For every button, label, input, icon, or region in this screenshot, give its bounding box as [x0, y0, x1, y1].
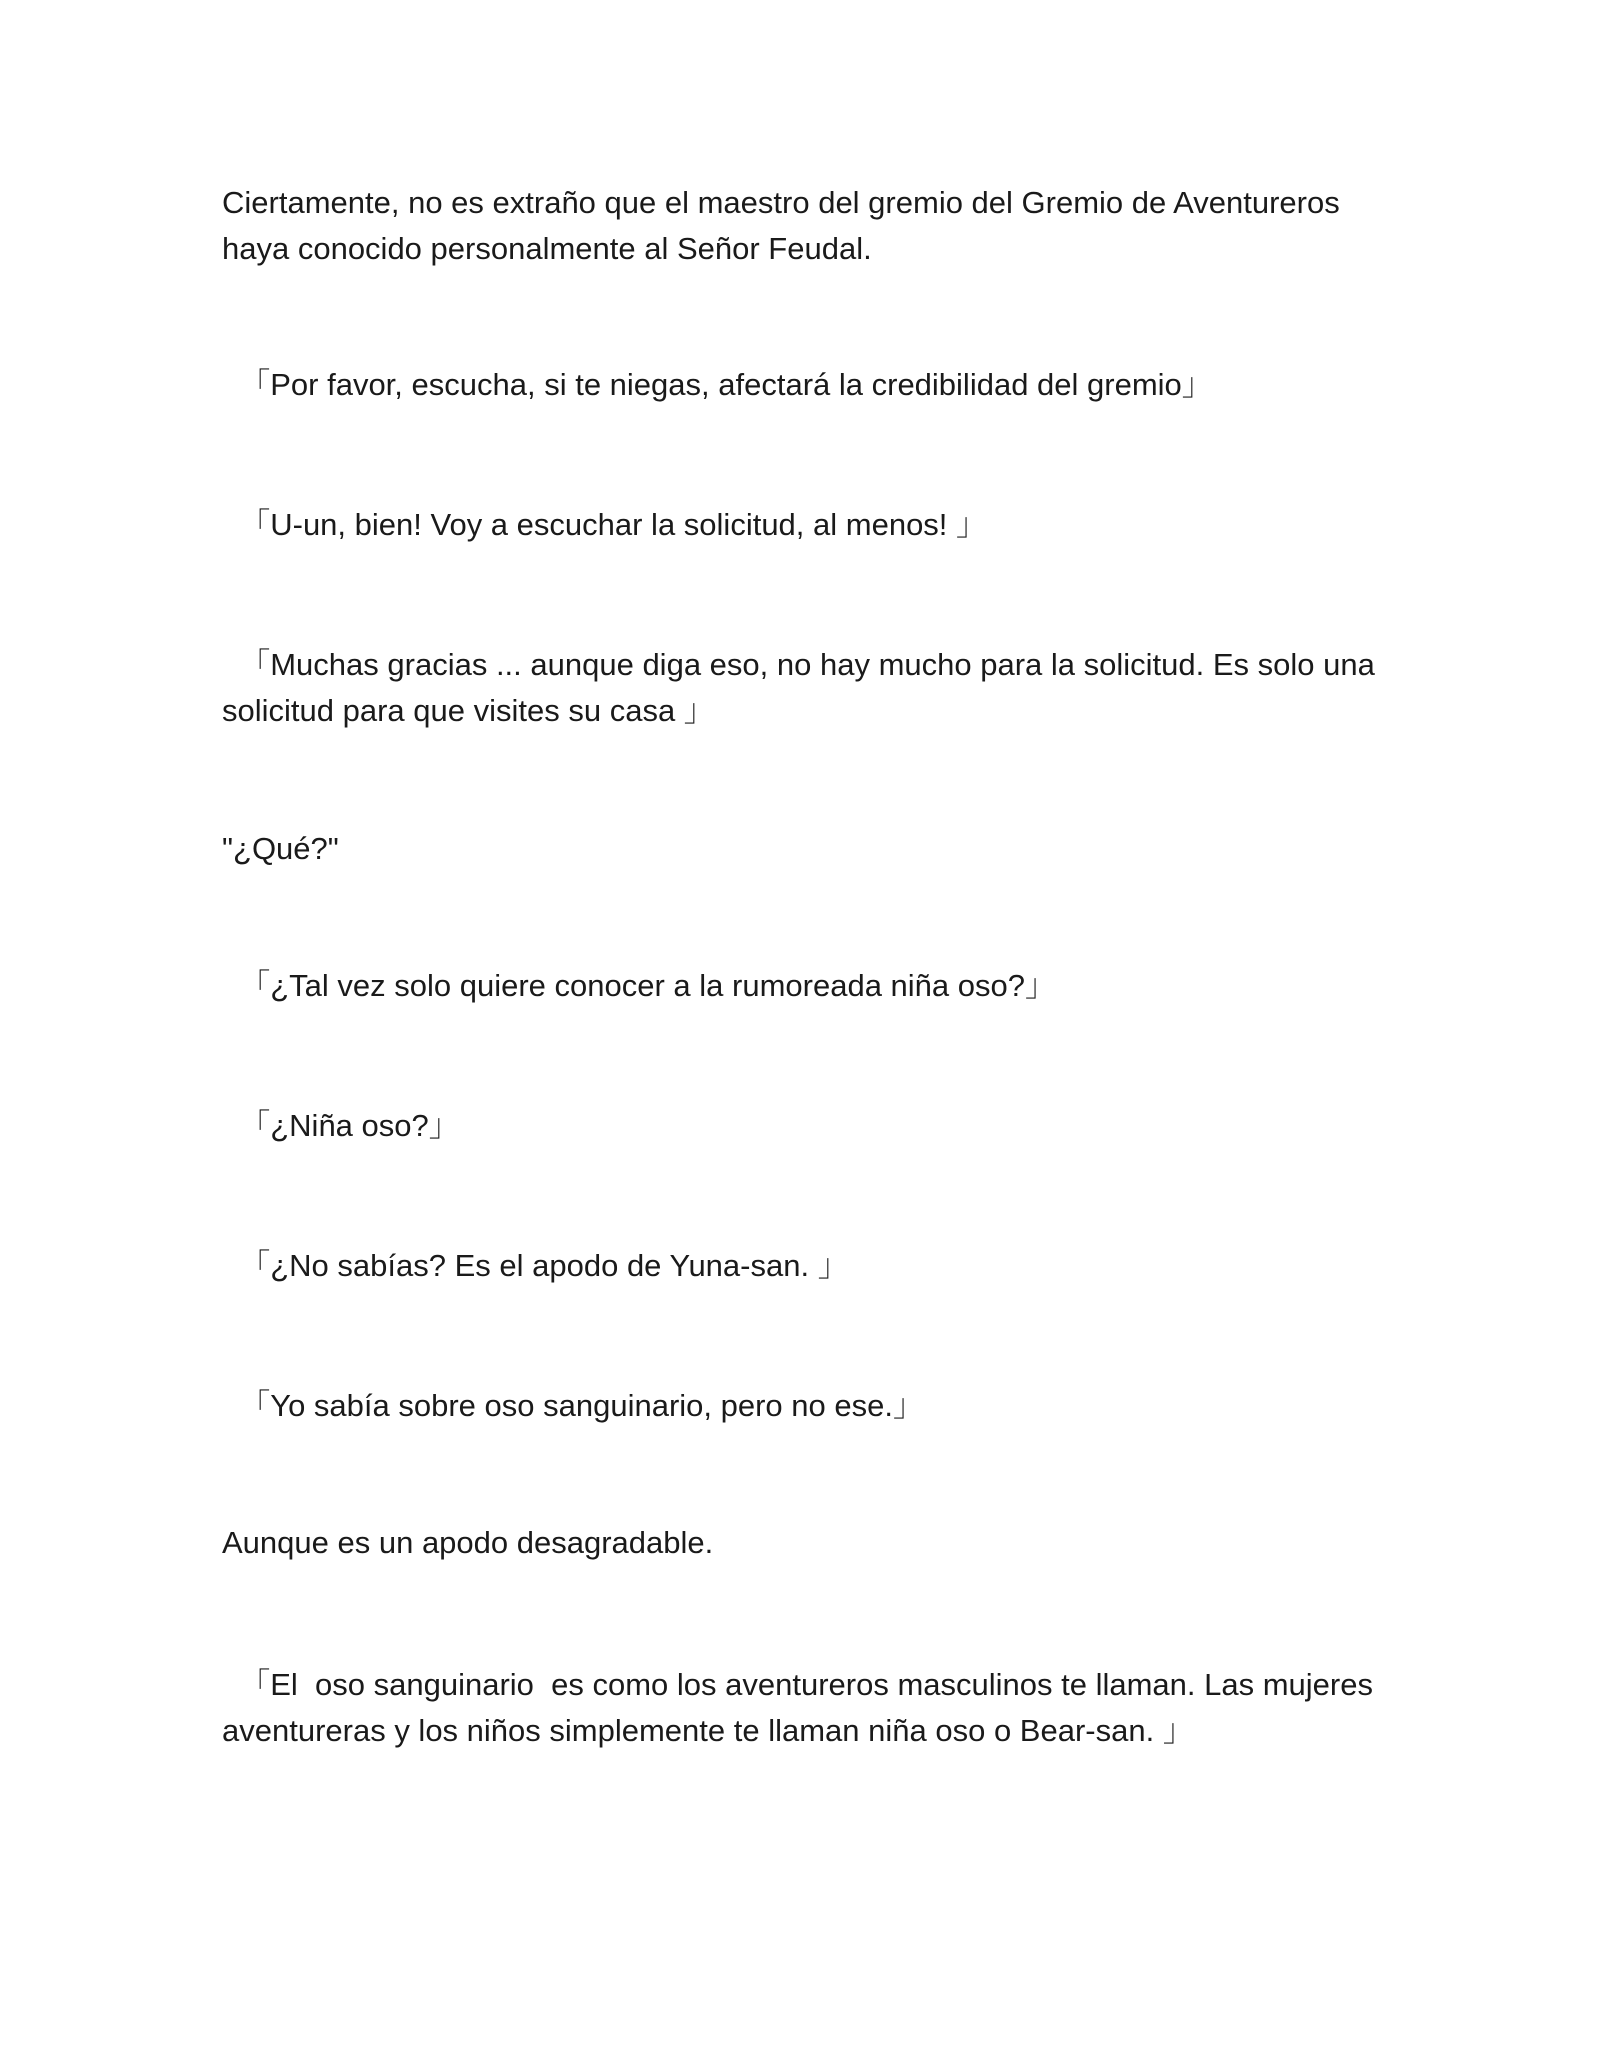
- paragraph-dialogue-3: 「Muchas gracias ... aunque diga eso, no hay mucho para la solicitud. Es solo una solicitud para que visites su casa 」: [222, 647, 1384, 728]
- paragraph-dialogue-5: 「¿Niña oso?」: [222, 1108, 460, 1143]
- paragraph-dialogue-8: 「El oso sanguinario es como los aventureros masculinos te llaman. Las mujeres aventureras y los niños simplemente te llaman niña oso o Bear-san. 」: [222, 1667, 1382, 1748]
- paragraph-dialogue-2: 「U-un, bien! Voy a escuchar la solicitud, al menos! 」: [222, 507, 988, 542]
- paragraph-question: "¿Qué?": [222, 831, 339, 866]
- paragraph-dialogue-7: 「Yo sabía sobre oso sanguinario, pero no ese.」: [222, 1388, 924, 1423]
- paragraph-narration-2: Aunque es un apodo desagradable.: [222, 1525, 714, 1560]
- paragraph-dialogue-4: 「¿Tal vez solo quiere conocer a la rumoreada niña oso?」: [222, 968, 1056, 1003]
- paragraph-narration-1: Ciertamente, no es extraño que el maestro del gremio del Gremio de Aventureros haya conocido personalmente al Señor Feudal.: [222, 185, 1349, 266]
- paragraph-dialogue-6: 「¿No sabías? Es el apodo de Yuna-san. 」: [222, 1248, 849, 1283]
- paragraph-dialogue-1: 「Por favor, escucha, si te niegas, afectará la credibilidad del gremio」: [222, 367, 1213, 402]
